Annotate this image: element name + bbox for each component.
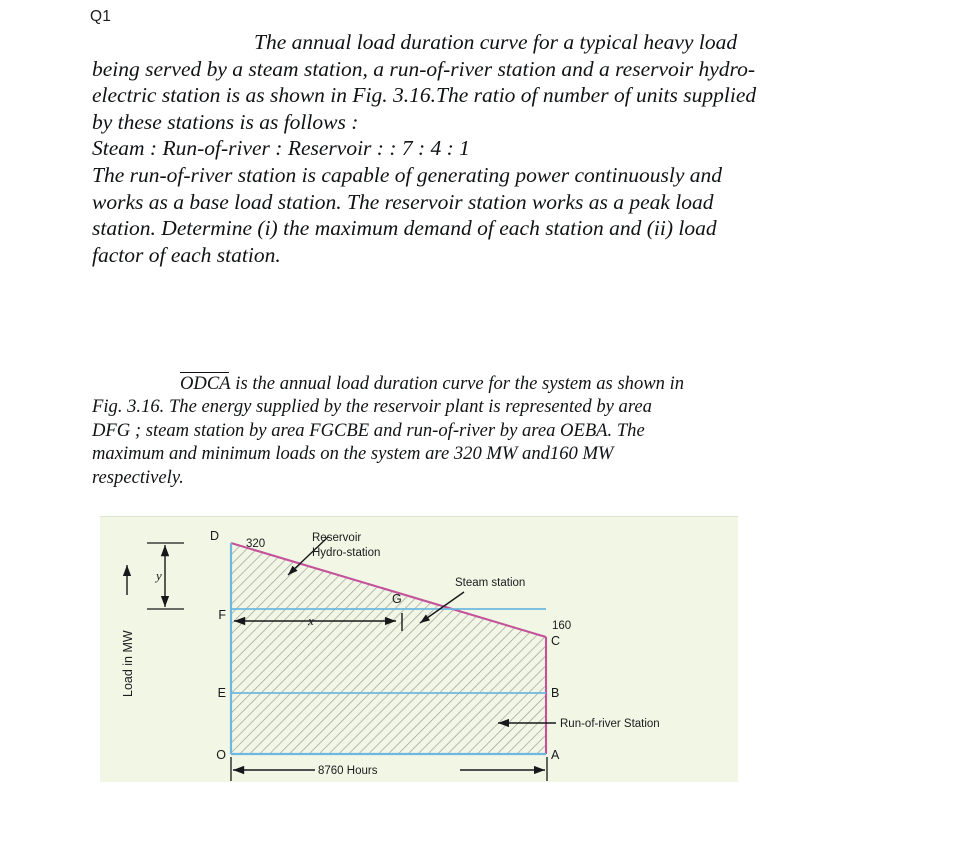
solution-line-1: ODCA is the annual load duration curve for the system as shown in	[180, 373, 685, 394]
problem-statement	[92, 29, 952, 268]
dimension-x-label: x	[308, 613, 314, 628]
value-min-load: 160	[552, 620, 572, 632]
problem-line-8: station. Determine (i) the maximum demand of each station and (ii) load	[92, 216, 717, 241]
point-label-D: D	[209, 529, 219, 543]
problem-line-7: works as a base load station. The reservoir station works as a peak load	[92, 189, 714, 214]
point-label-A: A	[551, 748, 560, 762]
problem-line-5: Steam : Run-of-river : Reservoir : : 7 : 4 : 1	[92, 136, 470, 161]
question-number: Q1	[90, 8, 112, 25]
solution-line-3: DFG ; steam station by area FGCBE and run-of-river by area OEBA. The	[92, 419, 645, 441]
dimension-y-label: y	[156, 568, 162, 583]
point-label-O: O	[216, 748, 226, 762]
hours-axis-label: 8760 Hours	[318, 765, 378, 777]
solution-line-5: respectively.	[92, 466, 184, 488]
point-label-F: F	[218, 608, 226, 622]
solution-statement	[92, 372, 912, 489]
point-label-G: G	[392, 592, 402, 606]
callout-runofriver: Run-of-river Station	[560, 718, 660, 730]
problem-line-6: The run-of-river station is capable of generating power continuously and	[92, 162, 723, 187]
callout-steam: Steam station	[455, 577, 526, 589]
point-label-C: C	[551, 634, 561, 648]
point-label-E: E	[217, 686, 226, 700]
solution-line-4: maximum and minimum loads on the system are 320 MW and160 MW	[92, 443, 614, 465]
problem-line-9: factor of each station.	[92, 242, 281, 267]
y-axis-title-group	[121, 565, 135, 697]
load-duration-curve-figure	[100, 516, 738, 782]
y-axis-title: Load in MW	[121, 630, 135, 697]
callout-reservoir-line1: Reservoir	[312, 532, 362, 544]
problem-line-2: being served by a steam station, a run-of-river station and a reservoir hydro-	[92, 56, 756, 81]
figure-svg	[100, 517, 738, 782]
problem-line-4: by these stations is as follows :	[92, 109, 359, 134]
callout-reservoir-line2: Hydro-station	[312, 547, 381, 559]
solution-line-2: Fig. 3.16. The energy supplied by the reservoir plant is represented by area	[92, 396, 652, 418]
problem-line-3: electric station is as shown in Fig. 3.16.The ratio of number of units supplied	[92, 83, 757, 108]
point-label-B: B	[551, 686, 560, 700]
value-max-load: 320	[246, 538, 266, 550]
problem-line-1: The annual load duration curve for a typical heavy load	[254, 30, 738, 54]
odca-term: ODCA	[180, 373, 231, 394]
